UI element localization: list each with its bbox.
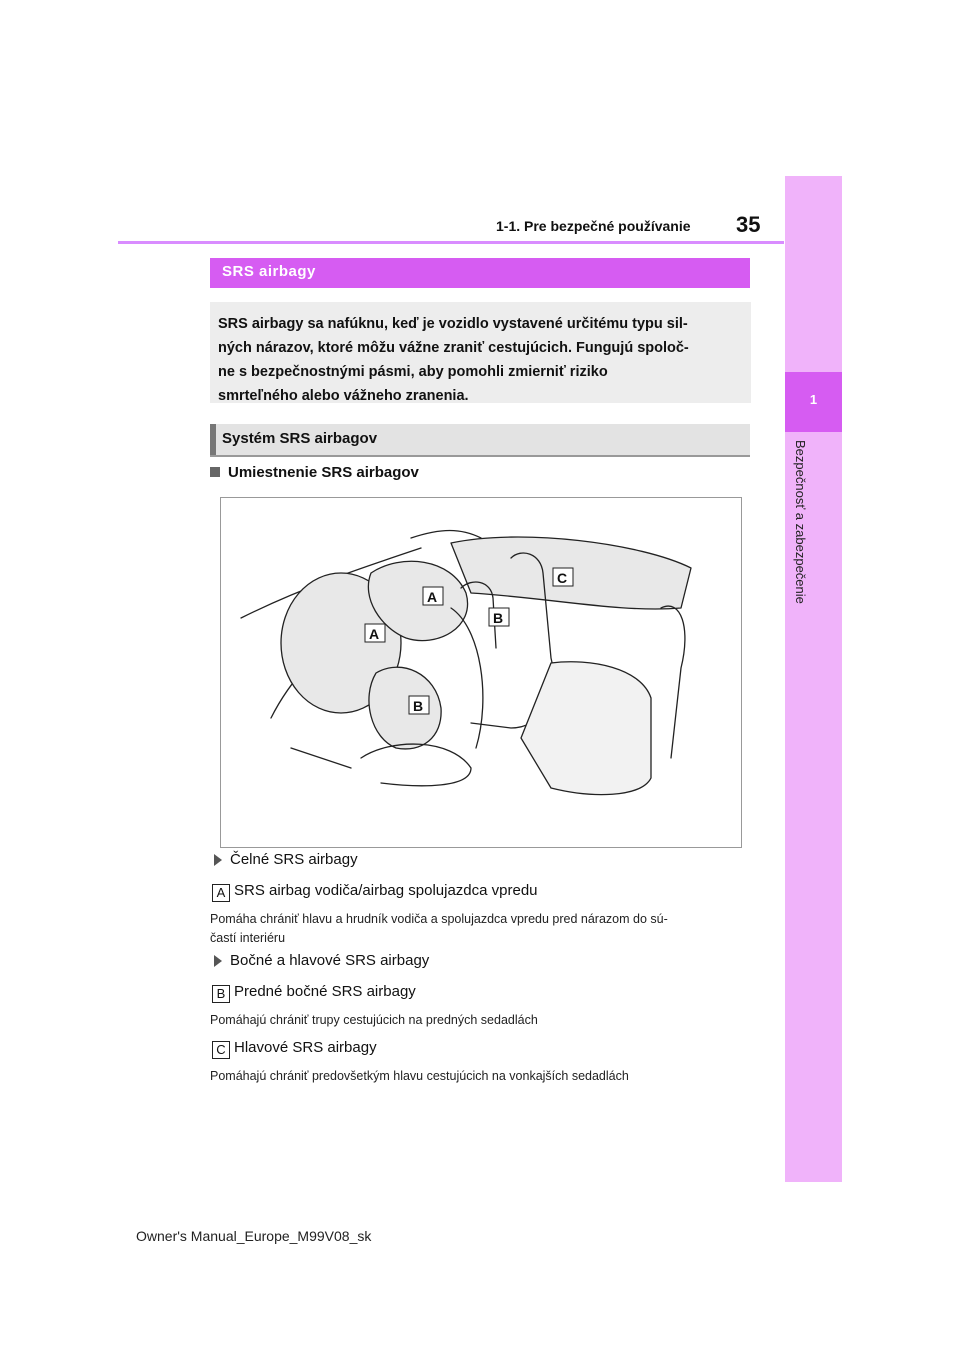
label-b-marker: B — [212, 985, 230, 1003]
label-b-upper: B — [493, 610, 504, 626]
label-c-marker: C — [212, 1041, 230, 1059]
intro-line: smrteľného alebo vážneho zranenia. — [218, 388, 469, 404]
side-heading-text: Bočné a hlavové SRS airbagy — [230, 952, 430, 969]
item-c-description: Pomáhajú chrániť predovšetkým hlavu cestujúcich na vonkajších sedadlách — [210, 1069, 629, 1083]
chapter-side-tab — [785, 176, 842, 1182]
location-heading-text: Umiestnenie SRS airbagov — [228, 464, 419, 481]
airbag-illustration — [220, 497, 742, 848]
seat-edge-line — [661, 606, 685, 758]
footer-text: Owner's Manual_Europe_M99V08_sk — [136, 1228, 372, 1244]
intro-line: SRS airbagy sa nafúknu, keď je vozidlo vystavené určitému typu sil- — [218, 316, 688, 332]
item-a-text: SRS airbag vodiča/airbag spolujazdca vpredu — [234, 882, 538, 899]
driver-seat-line — [361, 744, 471, 786]
subsection-rule — [210, 455, 750, 457]
item-b — [212, 983, 416, 1003]
section-heading: 1-1. Pre bezpečné používanie — [496, 218, 691, 234]
frontal-heading — [214, 851, 358, 868]
header-rule — [118, 241, 784, 244]
label-b-lower: B — [413, 698, 424, 714]
intro-line: ne s bezpečnostnými pásmi, aby pomohli zmierniť riziko — [218, 364, 608, 380]
banner-title: SRS airbagy — [222, 263, 316, 280]
frontal-heading-text: Čelné SRS airbagy — [230, 851, 358, 868]
label-a-marker: A — [212, 884, 230, 902]
item-a-desc-line: častí interiéru — [210, 931, 286, 945]
pillar-line — [411, 531, 481, 539]
subsection-title: Systém SRS airbagov — [222, 430, 378, 447]
label-a-upper: A — [427, 589, 438, 605]
item-b-description: Pomáhajú chrániť trupy cestujúcich na predných sedadlách — [210, 1013, 538, 1027]
item-c-text: Hlavové SRS airbagy — [234, 1039, 377, 1056]
floor-line — [291, 748, 351, 768]
intro-text — [218, 312, 744, 408]
label-a-lower: A — [369, 626, 380, 642]
triangle-bullet-icon — [214, 854, 222, 866]
chapter-title: Bezpečnosť a zabezpečenie — [793, 440, 808, 604]
square-bullet-icon — [210, 467, 220, 477]
item-b-text: Predné bočné SRS airbagy — [234, 983, 416, 1000]
rear-seat-shape — [521, 662, 651, 795]
page-number: 35 — [736, 212, 761, 237]
label-c: C — [557, 570, 568, 586]
location-heading — [210, 464, 419, 481]
item-a — [212, 882, 538, 902]
intro-line: ných nárazov, ktoré môžu vážne zraniť cestujúcich. Fungujú spoloč- — [218, 340, 689, 356]
seat-side-airbag-shape — [369, 667, 441, 749]
item-a-description — [210, 910, 750, 948]
subsection-bar — [210, 424, 216, 455]
airbag-diagram — [221, 498, 741, 847]
triangle-bullet-icon — [214, 955, 222, 967]
item-c — [212, 1039, 377, 1059]
side-heading — [214, 952, 429, 969]
item-a-desc-line: Pomáha chrániť hlavu a hrudník vodiča a spolujazdca vpredu pred nárazom do sú- — [210, 912, 668, 926]
chapter-number: 1 — [809, 392, 818, 407]
